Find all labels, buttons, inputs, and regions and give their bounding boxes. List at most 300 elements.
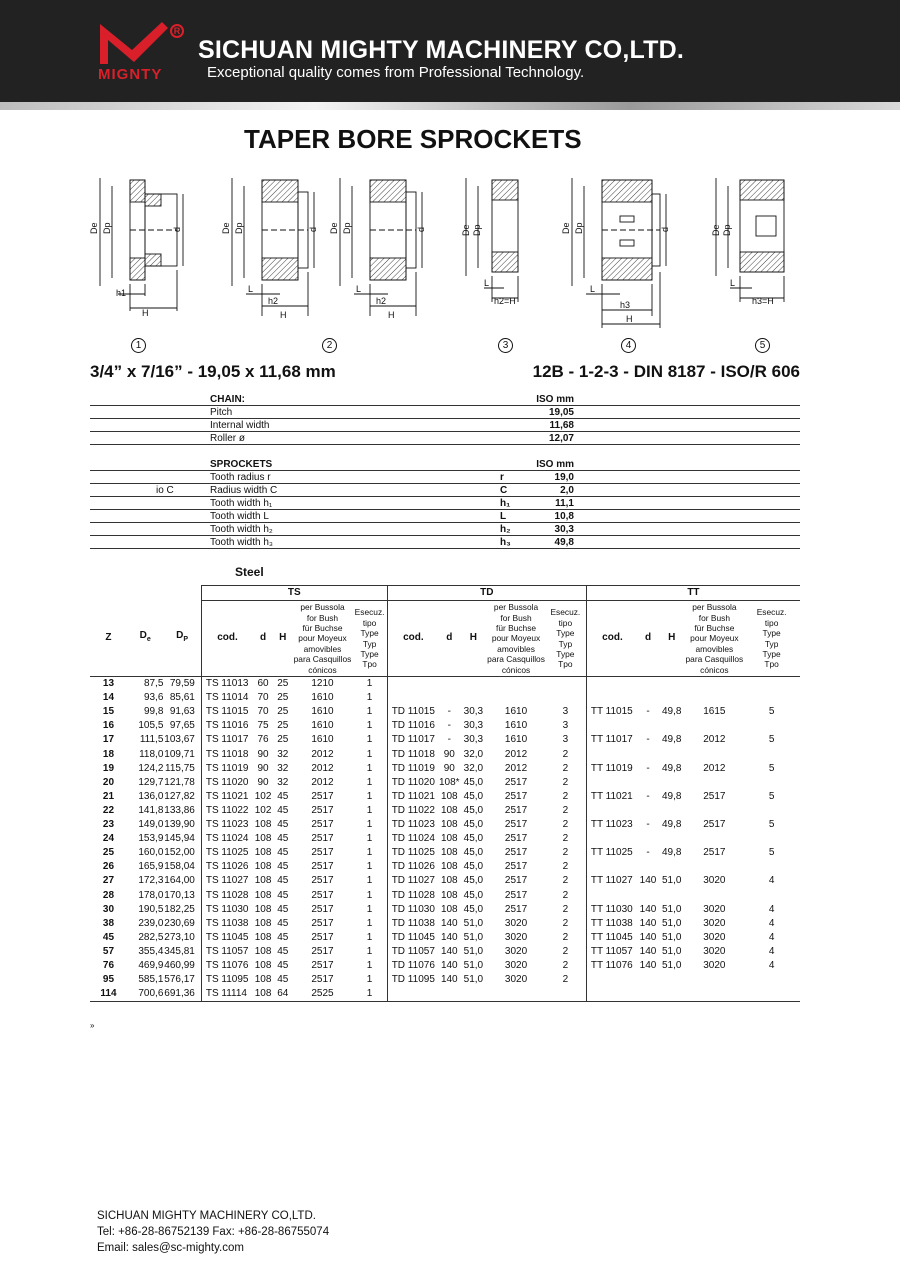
cell-td-bush: 2517	[504, 790, 528, 802]
cell-tt-type: 4	[768, 959, 775, 971]
cell-td-cod: TD 11038	[387, 917, 439, 931]
chain-unit: ISO mm	[536, 394, 574, 405]
cell-tt-cod: TT 11021	[586, 790, 638, 804]
cell-ts-cod: TS 11030	[201, 903, 253, 917]
row-symbol: h₂	[500, 524, 511, 535]
chain-table	[90, 393, 800, 445]
column-header-row	[90, 601, 800, 677]
cell-tt-type	[743, 804, 800, 818]
cell-tt-bush: 1615	[703, 706, 726, 718]
cell-tt-type: 5	[768, 847, 775, 859]
cell-td-h: 30,3	[463, 734, 484, 746]
cell-ts-h: 25	[277, 692, 289, 704]
cell-dp: 85,61	[169, 692, 195, 704]
cell-de: 124,2	[138, 762, 164, 774]
cell-tt-cod	[586, 677, 638, 692]
cell-ts-bush: 2517	[311, 861, 334, 873]
cell-dp: 127,82	[164, 790, 195, 802]
cell-ts-d: 102	[254, 790, 272, 802]
cell-z: 21	[102, 790, 115, 802]
cell-td-d: -	[447, 706, 451, 718]
cell-ts-bush: 2517	[311, 833, 334, 845]
label-de: De	[221, 222, 231, 234]
cell-tt-type	[743, 748, 800, 762]
cell-td-type: 2	[562, 959, 569, 971]
cell-td-d: 108	[440, 875, 458, 887]
col-tt-h: H	[658, 601, 686, 677]
cell-td-cod: TD 11095	[387, 973, 439, 987]
cell-de: 160,0	[138, 847, 164, 859]
cell-td-cod: TD 11027	[387, 874, 439, 888]
table-row	[90, 846, 800, 860]
table-row	[90, 748, 800, 762]
cell-ts-bush: 2517	[311, 903, 334, 915]
table-row	[90, 973, 800, 987]
col-td-d: d	[439, 601, 460, 677]
cell-td-h: 51,0	[463, 917, 484, 929]
row-note: io C	[156, 485, 174, 496]
cell-tt-d: -	[646, 734, 650, 746]
cell-td-d: 140	[440, 931, 458, 943]
cell-de: 172,3	[138, 875, 164, 887]
row-symbol: h₁	[500, 498, 511, 509]
cell-ts-d: 108	[254, 861, 272, 873]
logo-mark-icon	[96, 18, 172, 66]
cell-ts-h: 45	[277, 903, 289, 915]
row-value: 30,3	[554, 524, 574, 535]
cell-de: 165,9	[138, 861, 164, 873]
table-row	[90, 677, 800, 692]
cell-ts-type: 1	[366, 931, 373, 943]
cell-ts-bush: 2517	[311, 974, 334, 986]
cell-td-cod: TD 11057	[387, 945, 439, 959]
cell-dp: 576,17	[164, 974, 195, 986]
cell-td-bush: 1610	[504, 720, 528, 732]
cell-ts-h: 45	[277, 819, 289, 831]
cell-tt-bush	[686, 804, 744, 818]
col-td-cod: cod.	[387, 601, 439, 677]
table-row	[90, 419, 800, 432]
cell-td-cod: TD 11016	[387, 719, 439, 733]
cell-td-bush: 3020	[504, 945, 528, 957]
cell-td-cod: TD 11020	[387, 776, 439, 790]
row-value: 19,05	[548, 407, 574, 418]
label-h: H	[280, 310, 287, 320]
col-tt-d: d	[638, 601, 658, 677]
cell-z: 57	[102, 945, 115, 957]
cell-td-cod: TD 11024	[387, 832, 439, 846]
cell-ts-type: 1	[366, 819, 373, 831]
cell-tt-cod: TT 11025	[586, 846, 638, 860]
label-d: d	[172, 226, 182, 232]
table-row	[90, 832, 800, 846]
cell-tt-bush: 3020	[703, 917, 726, 929]
col-de: $D_e$	[127, 601, 163, 677]
cell-de: 153,9	[138, 833, 164, 845]
drawing-type-1	[100, 178, 183, 311]
cell-ts-bush: 1610	[311, 692, 334, 704]
cell-tt-h	[658, 987, 686, 1002]
cell-tt-type: 4	[768, 875, 775, 887]
cell-ts-d: 108	[253, 987, 273, 1002]
cell-ts-type: 1	[366, 748, 373, 760]
cell-td-cod: TD 11015	[387, 705, 439, 719]
cell-td-type: 2	[562, 875, 569, 887]
cell-z: 25	[102, 847, 115, 859]
table-row	[90, 945, 800, 959]
row-label: Roller ø	[210, 433, 246, 444]
cell-ts-bush: 2517	[311, 945, 334, 957]
table-row	[90, 931, 800, 945]
cell-ts-h: 45	[277, 847, 289, 859]
cell-ts-type: 1	[352, 987, 387, 1002]
table-row	[90, 874, 800, 888]
cell-tt-d	[638, 677, 658, 692]
figure-number-3: 3	[498, 338, 513, 353]
cell-td-cod	[387, 691, 439, 705]
cell-dp: 691,36	[163, 987, 201, 1002]
cell-ts-type: 1	[366, 875, 373, 887]
cell-ts-cod: TS 11045	[201, 931, 253, 945]
cell-ts-type: 1	[366, 861, 373, 873]
cell-td-h: 45,0	[463, 861, 484, 873]
cell-td-cod: TD 11076	[387, 959, 439, 973]
label-l: L	[730, 278, 736, 288]
cell-tt-type: 4	[768, 931, 775, 943]
cell-dp: 103,67	[164, 734, 195, 746]
cell-tt-cod: TT 11023	[586, 818, 638, 832]
cell-td-d: 108*	[439, 776, 460, 788]
table-row	[90, 762, 800, 776]
cell-td-h: 51,0	[463, 974, 484, 986]
cell-td-bush: 3020	[504, 931, 528, 943]
table-row	[90, 818, 800, 832]
label-h2: h2	[376, 296, 387, 306]
cell-dp: 152,00	[164, 847, 195, 859]
cell-ts-cod: TS 11026	[201, 860, 253, 874]
col-tt-bush: per Bussola for Bush für Buchse pour Moyeux amovibles para Casquillos cónicos	[685, 602, 744, 675]
cell-tt-bush	[686, 719, 744, 733]
cell-td-type: 2	[562, 945, 569, 957]
cell-td-type: 3	[562, 720, 569, 732]
label-dp: Dp	[342, 222, 352, 234]
label-de: De	[329, 222, 339, 234]
cell-td-bush	[487, 677, 545, 692]
cell-td-d: 108	[440, 833, 458, 845]
cell-tt-bush: 2012	[703, 734, 726, 746]
group-header-row	[90, 586, 800, 601]
cell-tt-d	[638, 889, 658, 903]
drawing-type-5	[716, 178, 784, 302]
cell-de: 99,8	[143, 706, 164, 718]
cell-td-d: 140	[440, 959, 458, 971]
cell-ts-bush: 2525	[293, 987, 353, 1002]
col-ts-cod: cod.	[201, 601, 253, 677]
cell-tt-type	[743, 832, 800, 846]
cell-ts-h: 45	[277, 945, 289, 957]
group-tt: TT	[586, 586, 800, 601]
footer-company: SICHUAN MIGHTY MACHINERY CO,LTD.	[97, 1210, 316, 1222]
cell-ts-type: 1	[366, 959, 373, 971]
cell-ts-bush: 2517	[311, 790, 334, 802]
cell-dp: 170,13	[164, 889, 195, 901]
cell-ts-h: 45	[277, 931, 289, 943]
cell-ts-h: 25	[277, 734, 289, 746]
cell-tt-h	[658, 804, 686, 818]
cell-td-type: 2	[562, 790, 569, 802]
cell-ts-h: 32	[277, 748, 289, 760]
table-row	[90, 497, 800, 510]
registered-mark: R	[170, 24, 184, 38]
label-h3-h: h3=H	[752, 296, 774, 306]
label-h: H	[142, 308, 149, 318]
footer-email: Email: sales@sc-mighty.com	[97, 1242, 244, 1254]
cell-td-bush: 2012	[504, 748, 528, 760]
row-value: 19,0	[554, 472, 574, 483]
cell-ts-h: 45	[277, 917, 289, 929]
table-row	[90, 776, 800, 790]
cell-td-cod: TD 11018	[387, 748, 439, 762]
cell-td-type: 2	[562, 889, 569, 901]
label-dp: Dp	[472, 224, 482, 236]
cell-td-type: 2	[562, 903, 569, 915]
cell-tt-bush: 2517	[703, 819, 726, 831]
cell-ts-cod: TS 11016	[201, 719, 253, 733]
cell-tt-bush	[686, 889, 744, 903]
cell-td-cod: TD 11028	[387, 889, 439, 903]
row-label: Tooth width h₁	[210, 498, 273, 509]
cell-dp: 345,81	[164, 945, 195, 957]
row-label: Radius width C	[210, 485, 278, 496]
cell-tt-type: 5	[768, 706, 775, 718]
cell-tt-h: 51,0	[661, 903, 682, 915]
cell-td-cod	[387, 987, 439, 1002]
cell-td-d: 140	[440, 974, 458, 986]
figure-number-5: 5	[755, 338, 770, 353]
cell-z: 114	[90, 987, 127, 1002]
cell-ts-bush: 2517	[311, 847, 334, 859]
cell-tt-cod: TT 11045	[586, 931, 638, 945]
cell-td-d	[439, 987, 460, 1002]
cell-ts-type: 1	[366, 903, 373, 915]
cell-z: 16	[102, 720, 115, 732]
cell-td-bush: 2517	[504, 776, 528, 788]
cell-ts-h: 64	[273, 987, 293, 1002]
cell-tt-cod: TT 11057	[586, 945, 638, 959]
cell-tt-d: 140	[639, 945, 657, 957]
cell-de: 111,5	[139, 734, 164, 746]
cell-tt-type: 4	[768, 917, 775, 929]
cell-tt-cod: TT 11017	[586, 733, 638, 747]
cell-ts-h: 45	[277, 861, 289, 873]
cell-dp: 91,63	[169, 706, 195, 718]
cell-td-bush: 2517	[504, 875, 528, 887]
cell-td-cod: TD 11017	[387, 733, 439, 747]
figure-number-4: 4	[621, 338, 636, 353]
cell-ts-cod: TS 11025	[201, 846, 253, 860]
cell-td-d: 140	[440, 917, 458, 929]
cell-ts-type: 1	[366, 734, 373, 746]
cell-dp: 115,75	[165, 762, 195, 774]
cell-tt-bush: 3020	[703, 875, 726, 887]
cell-td-type: 2	[562, 804, 569, 816]
cell-ts-cod: TS 11015	[201, 705, 253, 719]
cell-td-type: 2	[562, 931, 569, 943]
sprockets-unit: ISO mm	[536, 459, 574, 470]
cell-td-d	[439, 691, 460, 705]
cell-td-bush: 2517	[504, 861, 528, 873]
page-title: TAPER BORE SPROCKETS	[244, 124, 582, 154]
cell-dp: 182,25	[164, 903, 195, 915]
cell-dp: 139,90	[164, 819, 195, 831]
col-ts-type: Esecuz. tipo Type Typ Type Tpo	[352, 601, 387, 677]
cell-td-type	[545, 691, 586, 705]
cell-tt-d: -	[646, 819, 650, 831]
cell-tt-d	[638, 776, 658, 790]
sprockets-table	[90, 458, 800, 549]
cell-td-type: 3	[562, 706, 569, 718]
cell-td-type: 3	[562, 734, 569, 746]
cell-tt-h: 49,8	[661, 734, 682, 746]
cell-td-d: 108	[440, 819, 458, 831]
cell-td-h: 45,0	[463, 804, 484, 816]
cell-tt-bush: 2012	[703, 762, 726, 774]
cell-tt-bush	[686, 748, 744, 762]
row-label: Internal width	[210, 420, 270, 431]
cell-td-bush: 3020	[504, 959, 528, 971]
cell-td-cod	[387, 677, 439, 692]
logo-text: MIGNTY	[98, 66, 163, 83]
cell-td-d: 108	[440, 790, 458, 802]
cell-de: 141,8	[138, 804, 164, 816]
cell-z: 38	[102, 917, 115, 929]
cell-td-cod: TD 11021	[387, 790, 439, 804]
group-ts: TS	[201, 586, 387, 601]
label-dp: Dp	[722, 224, 732, 236]
cell-z: 24	[102, 833, 115, 845]
drawing-type-3	[466, 178, 518, 302]
cell-de: 239,0	[138, 917, 164, 929]
cell-tt-h	[658, 889, 686, 903]
cell-td-cod: TD 11030	[387, 903, 439, 917]
cell-tt-type	[743, 776, 800, 790]
cell-tt-d	[638, 987, 658, 1002]
cell-de: 585,1	[138, 974, 164, 986]
cell-td-d: 108	[440, 903, 458, 915]
cell-tt-cod	[586, 860, 638, 874]
cell-z: 15	[102, 706, 115, 718]
col-tt-type: Esecuz. tipo Type Typ Type Tpo	[743, 601, 800, 677]
cell-ts-bush: 2517	[311, 875, 334, 887]
col-td-h: H	[460, 601, 488, 677]
company-logo	[96, 18, 186, 84]
cell-ts-cod: TS 11038	[201, 917, 253, 931]
cell-td-d: 108	[440, 861, 458, 873]
row-label: Tooth width L	[210, 511, 269, 522]
cell-tt-h: 51,0	[661, 945, 682, 957]
cell-ts-cod: TS 11024	[201, 832, 253, 846]
cell-td-h: 45,0	[463, 847, 484, 859]
cell-ts-d: 90	[257, 762, 269, 774]
cell-td-h: 30,3	[463, 720, 484, 732]
cell-td-cod: TD 11025	[387, 846, 439, 860]
cell-tt-h: 49,8	[661, 706, 682, 718]
cell-tt-cod	[586, 832, 638, 846]
cell-td-bush: 3020	[504, 917, 528, 929]
cell-ts-h: 45	[277, 974, 289, 986]
cell-ts-bush: 2012	[311, 762, 334, 774]
cell-ts-bush: 2012	[311, 776, 334, 788]
page-mark: »	[90, 1021, 95, 1030]
cell-ts-cod: TS 11022	[201, 804, 253, 818]
table-row	[90, 804, 800, 818]
cell-tt-d: 140	[639, 931, 657, 943]
cell-ts-type: 1	[366, 945, 373, 957]
cell-ts-d: 108	[254, 875, 272, 887]
cell-ts-type: 1	[366, 776, 373, 788]
cell-td-bush	[487, 691, 545, 705]
cell-tt-type: 5	[768, 819, 775, 831]
chain-heading: CHAIN:	[210, 394, 245, 405]
row-value: 10,8	[554, 511, 574, 522]
cell-ts-d: 75	[257, 720, 269, 732]
cell-tt-h	[658, 973, 686, 987]
cell-td-bush: 2517	[504, 804, 528, 816]
cell-de: 105,5	[138, 720, 164, 732]
cell-ts-d: 76	[257, 734, 269, 746]
label-h: H	[626, 314, 633, 324]
cell-ts-h: 25	[277, 706, 289, 718]
footer	[97, 1208, 329, 1256]
cell-tt-bush	[686, 860, 744, 874]
cell-dp: 97,65	[169, 720, 195, 732]
cell-dp: 273,10	[164, 931, 195, 943]
footer-phone: Tel: +86-28-86752139 Fax: +86-28-86755074	[97, 1226, 330, 1238]
cell-td-h: 32,0	[463, 748, 484, 760]
header-stripe	[0, 102, 900, 110]
company-tagline: Exceptional quality comes from Professional Technology.	[207, 64, 585, 81]
cell-z: 26	[102, 861, 115, 873]
cell-td-h: 51,0	[463, 945, 484, 957]
cell-ts-bush: 1610	[311, 734, 334, 746]
cell-ts-type: 1	[366, 917, 373, 929]
cell-ts-cod: TS 11014	[201, 691, 253, 705]
cell-tt-cod	[586, 987, 638, 1002]
cell-tt-type	[743, 691, 800, 705]
cell-ts-h: 45	[277, 959, 289, 971]
cell-de: 129,7	[138, 776, 164, 788]
cell-td-cod: TD 11045	[387, 931, 439, 945]
cell-dp: 460,99	[164, 959, 195, 971]
cell-ts-type: 1	[366, 692, 373, 704]
table-row	[90, 691, 800, 705]
cell-z: 27	[102, 875, 115, 887]
cell-tt-h	[658, 860, 686, 874]
label-h2-h: h2=H	[494, 296, 516, 306]
row-label: Tooth width h₃	[210, 537, 273, 548]
cell-z: 13	[102, 678, 115, 690]
cell-tt-h	[658, 748, 686, 762]
row-label: Pitch	[210, 407, 233, 418]
sprockets-header	[90, 458, 800, 471]
table-row	[90, 987, 800, 1002]
col-z: Z	[90, 601, 127, 677]
cell-ts-cod: TS 11028	[201, 889, 253, 903]
row-value: 11,1	[555, 498, 574, 509]
col-tt-cod: cod.	[586, 601, 638, 677]
cell-tt-h: 49,8	[661, 847, 682, 859]
table-row	[90, 523, 800, 536]
